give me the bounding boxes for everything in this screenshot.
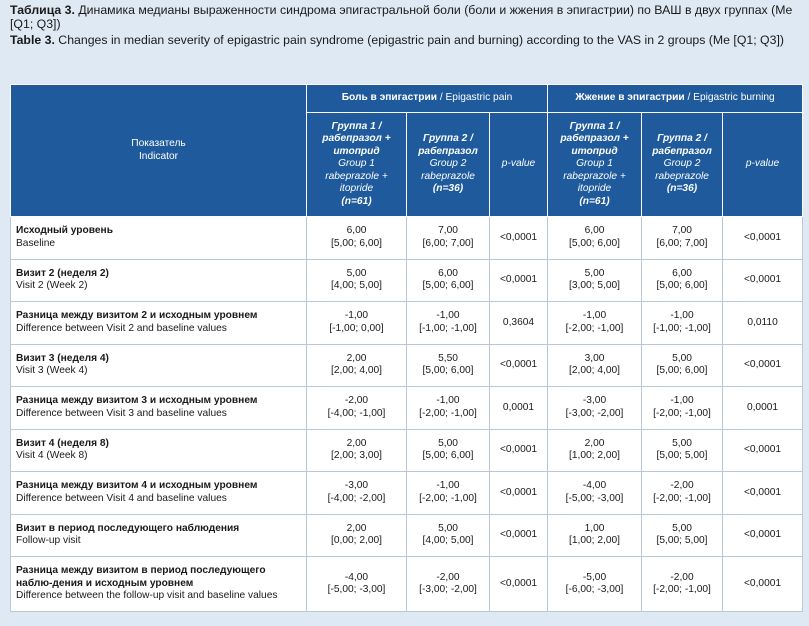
iqr-value: [-2,00; -1,00] xyxy=(653,407,711,419)
table-body xyxy=(11,217,803,612)
p-value-cell xyxy=(723,217,803,260)
pain-g2-header xyxy=(407,113,490,217)
data-table xyxy=(10,84,803,612)
g1-en: Group 1 rabeprazole + itopride xyxy=(563,158,626,195)
row-label-ru: Исходный уровень xyxy=(16,225,113,237)
g1-en: Group 1 rabeprazole + itopride xyxy=(325,158,388,195)
burn-pvalue-header: p-value xyxy=(723,113,803,217)
median-cell xyxy=(407,387,490,430)
burn-en: / Epigastric burning xyxy=(684,92,775,104)
median-value: 1,00 xyxy=(584,522,605,534)
median-cell xyxy=(407,472,490,515)
iqr-value: [5,00; 6,00] xyxy=(422,450,474,462)
iqr-value: [-2,00; -1,00] xyxy=(419,492,477,504)
row-label-ru: Разница между визитом 3 и исходным уровнем xyxy=(16,395,258,407)
row-label xyxy=(11,514,307,557)
median-cell xyxy=(642,472,723,515)
median-cell xyxy=(307,344,407,387)
p-value: <0,0001 xyxy=(743,274,782,285)
row-label xyxy=(11,557,307,612)
table-row xyxy=(11,557,803,612)
p-value: <0,0001 xyxy=(499,274,538,285)
g1-n: (n=61) xyxy=(341,195,372,207)
iqr-value: [4,00; 5,00] xyxy=(422,535,474,547)
row-label-en: Baseline xyxy=(16,237,56,249)
g2-ru: Группа 2 / рабепразол xyxy=(418,133,478,157)
iqr-value: [3,00; 5,00] xyxy=(569,280,620,292)
p-value-cell xyxy=(490,259,548,302)
row-label-ru: Визит 2 (неделя 2) xyxy=(16,267,109,279)
median-cell xyxy=(642,302,723,345)
median-cell xyxy=(407,344,490,387)
iqr-value: [-2,00; -1,00] xyxy=(653,492,711,504)
g2-en: Group 2 rabeprazole xyxy=(655,158,709,182)
iqr-value: [6,00; 7,00] xyxy=(422,237,474,249)
table-row xyxy=(11,217,803,260)
iqr-value: [-1,00; -1,00] xyxy=(653,322,711,334)
median-value: -1,00 xyxy=(582,310,607,322)
median-value: 2,00 xyxy=(346,437,367,449)
row-label-ru: Разница между визитом 2 и исходным уровнем xyxy=(16,310,258,322)
median-cell xyxy=(642,217,723,260)
median-cell xyxy=(307,557,407,612)
iqr-value: [-6,00; -3,00] xyxy=(565,584,624,595)
iqr-value: [-2,00; -1,00] xyxy=(653,584,711,595)
median-cell xyxy=(548,259,642,302)
burn-g2-header xyxy=(642,113,723,217)
row-label-ru: Визит 4 (неделя 8) xyxy=(16,437,109,449)
caption-ru xyxy=(10,3,799,31)
p-value: <0,0001 xyxy=(743,529,782,540)
pain-pvalue-header: p-value xyxy=(490,113,548,217)
median-value: 7,00 xyxy=(438,225,458,237)
p-value-cell xyxy=(490,344,548,387)
median-value: 6,00 xyxy=(346,225,367,237)
median-cell xyxy=(548,302,642,345)
iqr-value: [-4,00; -1,00] xyxy=(327,407,386,419)
median-cell xyxy=(307,387,407,430)
iqr-value: [-5,00; -3,00] xyxy=(327,584,386,595)
burn-group-header xyxy=(548,85,803,113)
median-value: -1,00 xyxy=(670,310,694,322)
p-value-cell xyxy=(723,344,803,387)
p-value-cell xyxy=(723,302,803,345)
iqr-value: [-3,00; -2,00] xyxy=(419,584,477,595)
p-value: <0,0001 xyxy=(499,486,538,498)
median-value: 6,00 xyxy=(438,267,458,279)
p-value-cell xyxy=(490,514,548,557)
row-label xyxy=(11,472,307,515)
median-cell xyxy=(407,217,490,260)
burn-g1-header xyxy=(548,113,642,217)
median-value: -2,00 xyxy=(670,480,694,492)
median-value: -2,00 xyxy=(436,571,460,583)
median-value: 2,00 xyxy=(584,437,605,449)
median-value: 5,00 xyxy=(438,437,458,449)
row-label-en: Difference between Visit 2 and baseline values xyxy=(16,322,227,334)
table-row xyxy=(11,429,803,472)
iqr-value: [1,00; 2,00] xyxy=(569,450,620,462)
row-label-ru: Разница между визитом в период последующего наблю-дения и исходным уровнем xyxy=(16,565,266,589)
p-value: <0,0001 xyxy=(743,359,782,370)
median-value: -4,00 xyxy=(344,571,369,583)
burn-ru: Жжение в эпигастрии xyxy=(575,92,685,104)
p-value-cell xyxy=(723,472,803,515)
p-value: <0,0001 xyxy=(499,231,538,243)
row-label xyxy=(11,217,307,260)
p-value: <0,0001 xyxy=(499,444,538,455)
iqr-value: [2,00; 3,00] xyxy=(331,450,382,462)
caption-en-text: Changes in median severity of epigastric pain syndrome (epigastric pain and burning) according to the VAS in 2 groups (Me [Q1; Q3]) xyxy=(54,33,784,47)
median-cell xyxy=(407,514,490,557)
median-value: 5,00 xyxy=(672,522,692,534)
iqr-value: [5,00; 6,00] xyxy=(422,365,474,377)
median-value: -4,00 xyxy=(582,480,607,492)
row-label-en: Visit 2 (Week 2) xyxy=(16,280,88,292)
median-cell xyxy=(642,344,723,387)
row-label-ru: Визит 3 (неделя 4) xyxy=(16,352,109,364)
iqr-value: [-1,00; -1,00] xyxy=(419,322,477,334)
iqr-value: [6,00; 7,00] xyxy=(656,237,708,249)
p-value-cell xyxy=(723,557,803,612)
median-cell xyxy=(307,472,407,515)
p-value: 0,3604 xyxy=(502,316,535,328)
iqr-value: [-3,00; -2,00] xyxy=(565,407,624,419)
median-value: 5,00 xyxy=(346,267,367,279)
iqr-value: [5,00; 5,00] xyxy=(656,535,708,547)
median-cell xyxy=(548,387,642,430)
median-value: 5,00 xyxy=(584,267,605,279)
indicator-en: Indicator xyxy=(138,150,179,162)
iqr-value: [5,00; 6,00] xyxy=(656,365,708,377)
median-value: 5,50 xyxy=(438,352,458,364)
p-value: <0,0001 xyxy=(499,359,538,370)
g2-n: (n=36) xyxy=(666,183,698,195)
iqr-value: [-4,00; -2,00] xyxy=(327,492,386,504)
median-value: 6,00 xyxy=(584,225,605,237)
median-value: -3,00 xyxy=(582,395,607,407)
table-row xyxy=(11,514,803,557)
median-cell xyxy=(642,514,723,557)
median-cell xyxy=(307,302,407,345)
row-label-en: Difference between the follow-up visit and baseline values xyxy=(16,590,278,602)
g2-ru: Группа 2 / рабепразол xyxy=(652,133,712,157)
p-value: <0,0001 xyxy=(499,577,538,589)
median-cell xyxy=(642,429,723,472)
median-cell xyxy=(407,429,490,472)
median-cell xyxy=(407,259,490,302)
table-row xyxy=(11,259,803,302)
p-value: 0,0110 xyxy=(747,316,778,328)
median-cell xyxy=(307,514,407,557)
row-label xyxy=(11,344,307,387)
pain-en: / Epigastric pain xyxy=(437,92,513,104)
iqr-value: [-2,00; -1,00] xyxy=(419,407,477,419)
p-value-cell xyxy=(723,387,803,430)
median-cell xyxy=(307,259,407,302)
caption-ru-prefix: Таблица 3. xyxy=(10,3,75,17)
iqr-value: [5,00; 6,00] xyxy=(569,237,620,249)
median-cell xyxy=(548,514,642,557)
caption-en-prefix: Table 3. xyxy=(10,33,55,47)
row-label-en: Visit 3 (Week 4) xyxy=(16,365,88,377)
median-cell xyxy=(548,472,642,515)
iqr-value: [2,00; 4,00] xyxy=(331,365,382,377)
row-label-en: Difference between Visit 4 and baseline values xyxy=(16,492,227,504)
median-value: -1,00 xyxy=(436,395,460,407)
iqr-value: [-5,00; -3,00] xyxy=(565,492,624,504)
median-value: -1,00 xyxy=(436,480,460,492)
g2-en: Group 2 rabeprazole xyxy=(421,158,475,182)
table-row xyxy=(11,302,803,345)
pain-group-header xyxy=(307,85,548,113)
row-label xyxy=(11,302,307,345)
indicator-header xyxy=(11,85,307,217)
median-value: 2,00 xyxy=(346,352,367,364)
median-cell xyxy=(548,344,642,387)
median-cell xyxy=(307,217,407,260)
median-cell xyxy=(407,302,490,345)
iqr-value: [2,00; 4,00] xyxy=(569,365,620,377)
median-value: 6,00 xyxy=(672,267,692,279)
median-value: 5,00 xyxy=(438,522,458,534)
median-value: 5,00 xyxy=(672,437,692,449)
median-value: 3,00 xyxy=(584,352,605,364)
p-value: 0,0001 xyxy=(502,401,535,413)
median-value: -2,00 xyxy=(344,395,369,407)
p-value: <0,0001 xyxy=(743,486,782,498)
median-value: -1,00 xyxy=(344,310,369,322)
median-cell xyxy=(642,387,723,430)
p-value: 0,0001 xyxy=(746,401,779,413)
table-caption xyxy=(0,0,809,47)
row-label-ru: Разница между визитом 4 и исходным уровнем xyxy=(16,480,258,492)
median-cell xyxy=(307,429,407,472)
iqr-value: [-2,00; -1,00] xyxy=(565,322,624,334)
g1-ru: Группа 1 / рабепразол + итоприд xyxy=(322,120,391,157)
g2-n: (n=36) xyxy=(432,183,464,195)
row-label xyxy=(11,429,307,472)
median-cell xyxy=(642,259,723,302)
iqr-value: [4,00; 5,00] xyxy=(331,280,382,292)
p-value: <0,0001 xyxy=(743,577,782,589)
median-value: 5,00 xyxy=(672,352,692,364)
row-label xyxy=(11,387,307,430)
table-row xyxy=(11,387,803,430)
p-value-cell xyxy=(490,557,548,612)
iqr-value: [5,00; 6,00] xyxy=(331,237,382,249)
p-value-cell xyxy=(490,387,548,430)
row-label-ru: Визит в период последующего наблюдения xyxy=(16,522,240,534)
p-value-cell xyxy=(723,429,803,472)
iqr-value: [-1,00; 0,00] xyxy=(329,322,384,334)
indicator-ru: Показатель xyxy=(131,138,186,149)
pain-ru: Боль в эпигастрии xyxy=(341,92,437,104)
median-cell xyxy=(548,557,642,612)
table-row xyxy=(11,344,803,387)
median-value: 7,00 xyxy=(672,225,692,237)
caption-ru-text: Динамика медианы выраженности синдрома эпигастральной боли (боли и жжения в эпигастрии) по ВАШ в двух группах (Me [Q1; Q3]) xyxy=(10,3,793,31)
table-row xyxy=(11,472,803,515)
row-label-en: Visit 4 (Week 8) xyxy=(16,450,88,462)
row-label xyxy=(11,259,307,302)
median-value: -1,00 xyxy=(436,310,460,322)
p-value-cell xyxy=(723,259,803,302)
g1-n: (n=61) xyxy=(579,195,610,207)
median-cell xyxy=(642,557,723,612)
iqr-value: [1,00; 2,00] xyxy=(569,535,620,547)
p-value-cell xyxy=(723,514,803,557)
median-value: -2,00 xyxy=(670,571,694,583)
g1-ru: Группа 1 / рабепразол + итоприд xyxy=(560,120,629,157)
iqr-value: [5,00; 6,00] xyxy=(656,280,708,292)
p-value: <0,0001 xyxy=(743,444,782,455)
caption-en xyxy=(10,33,799,47)
p-value: <0,0001 xyxy=(499,529,538,540)
iqr-value: [5,00; 6,00] xyxy=(422,280,474,292)
row-label-en: Difference between Visit 3 and baseline values xyxy=(16,407,227,419)
row-label-en: Follow-up visit xyxy=(16,535,81,547)
p-value: <0,0001 xyxy=(743,231,782,243)
p-value-cell xyxy=(490,472,548,515)
pain-g1-header xyxy=(307,113,407,217)
p-value-cell xyxy=(490,217,548,260)
median-cell xyxy=(548,217,642,260)
median-value: -3,00 xyxy=(344,480,369,492)
p-value-cell xyxy=(490,302,548,345)
median-value: -5,00 xyxy=(582,571,607,583)
median-value: -1,00 xyxy=(670,395,694,407)
median-value: 2,00 xyxy=(346,522,367,534)
median-cell xyxy=(548,429,642,472)
median-cell xyxy=(407,557,490,612)
p-value-cell xyxy=(490,429,548,472)
iqr-value: [0,00; 2,00] xyxy=(331,535,382,547)
iqr-value: [5,00; 5,00] xyxy=(656,450,708,462)
